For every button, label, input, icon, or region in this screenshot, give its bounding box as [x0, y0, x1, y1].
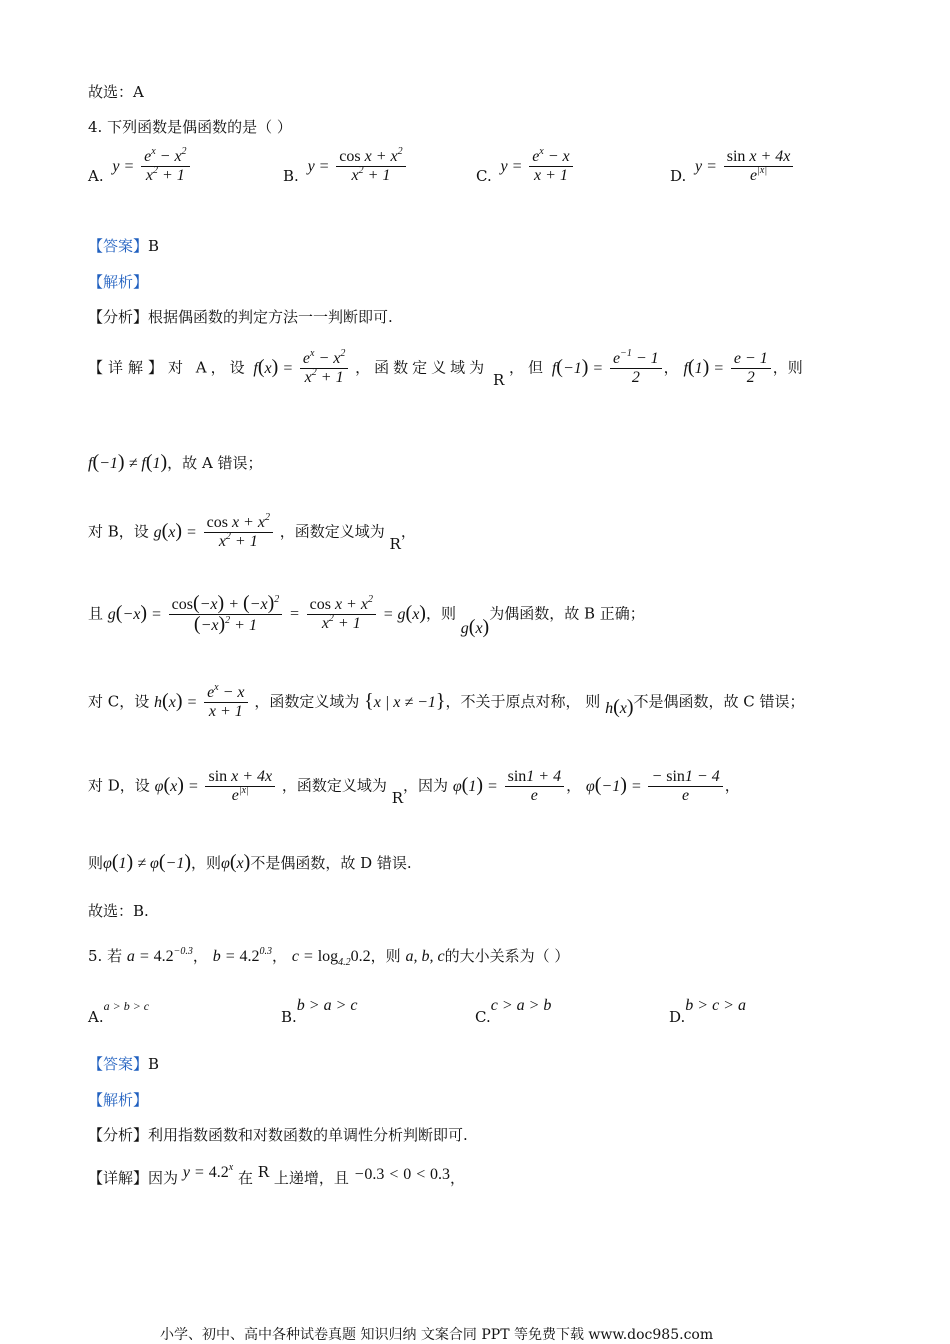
q4-detail-c: 对 C，设 h(x) = $\frac{e^x - x}{x + 1}$ ，函数定义域为 {x | x ≠ −1}，不关于原点对称， 则 h(x)不是偶函数，故 C 错误；	[88, 682, 805, 720]
page-footer: 小学、初中、高中各种试卷真题 知识归纳 文案合同 PPT 等免费下载 www.doc985.com	[160, 1327, 714, 1343]
q4-analysis-heading: 【解析】	[88, 273, 149, 291]
q4-detail-a: 【详解】对 A，设 f(x) = $\frac{e^x - x^2}{x^2 + 1}$ ，函数定义域为 R ，但 f(−1) = $\frac{e^{-1} - 1}{2}$ ， f(1) = $\frac{e - 1}{2}$ ，则	[88, 348, 803, 389]
q4-option-c: C. y = $\frac{e^x - x}{x + 1}$	[476, 148, 575, 185]
q5-detail: 【详解】因为 $y = 4.2^x$ 在 R 上递增，且 −0.3 < 0 < 0.3，	[88, 1162, 466, 1187]
q4-fenxi: 【分析】根据偶函数的判定方法一一判断即可.	[88, 308, 393, 326]
q5-option-a: A.a > b > c	[88, 999, 150, 1026]
q4-detail-a2: f(−1) ≠ f(1)，故 A 错误；	[88, 451, 263, 473]
q5-answer: 【答案】B	[88, 1055, 160, 1073]
prev-conclusion: 故选：A	[88, 83, 144, 101]
q5-option-b: B.b > a > c	[281, 997, 358, 1026]
question-5-stem: 5. 若 $a = 4.2^{-0.3}$， $b = 4.2^{0.3}$， $c = \log_{4.2}0.2$，则 a, b, c的大小关系为（ ）	[88, 946, 570, 968]
q4-option-a: A. y = $\frac{e^x - x^2}{x^2 + 1}$	[88, 148, 192, 185]
question-4-stem: 4. 下列函数是偶函数的是（ ）	[88, 118, 292, 136]
q4-detail-d2: 则φ(1) ≠ φ(−1)，则φ(x)不是偶函数，故 D 错误.	[88, 851, 412, 873]
q4-option-d: D. y = $\frac{\text{sin x + 4x}}{e^{|x|}}$	[670, 148, 795, 185]
q4-detail-b2: 且 g(−x) = $\frac{\cos(-x) + (-x)^2}{(-x)^2 + 1}$ = $\frac{\cos x + x^2}{x^2 + 1}$ = g(x)，则 g(x)为偶函数，故 B 正确；	[88, 592, 645, 638]
q4-option-b: B. y = $\frac{\cos x + x^2}{x^2 + 1}$	[283, 148, 408, 185]
q4-detail-d: 对 D，设 φ(x) = $\frac{\text{sin x + 4x}}{e^{|x|}}$ ，函数定义域为 R，因为 φ(1) = $\frac{\sin 1 + 4}{e}$ ， φ(−1) = $\frac{- \sin 1 - 4}{e}$ ，	[88, 768, 740, 807]
q5-option-d: D.b > c > a	[669, 997, 746, 1026]
q5-fenxi: 【分析】利用指数函数和对数函数的单调性分析判断即可.	[88, 1126, 468, 1144]
q4-detail-b: 对 B，设 g(x) = $\frac{\cos x + x^2}{x^2 + 1}$ ，函数定义域为 R，	[88, 512, 416, 553]
q5-analysis-heading: 【解析】	[88, 1091, 149, 1109]
q4-answer: 【答案】B	[88, 237, 160, 255]
q4-final: 故选：B.	[88, 902, 149, 920]
q5-option-c: C.c > a > b	[475, 997, 552, 1026]
